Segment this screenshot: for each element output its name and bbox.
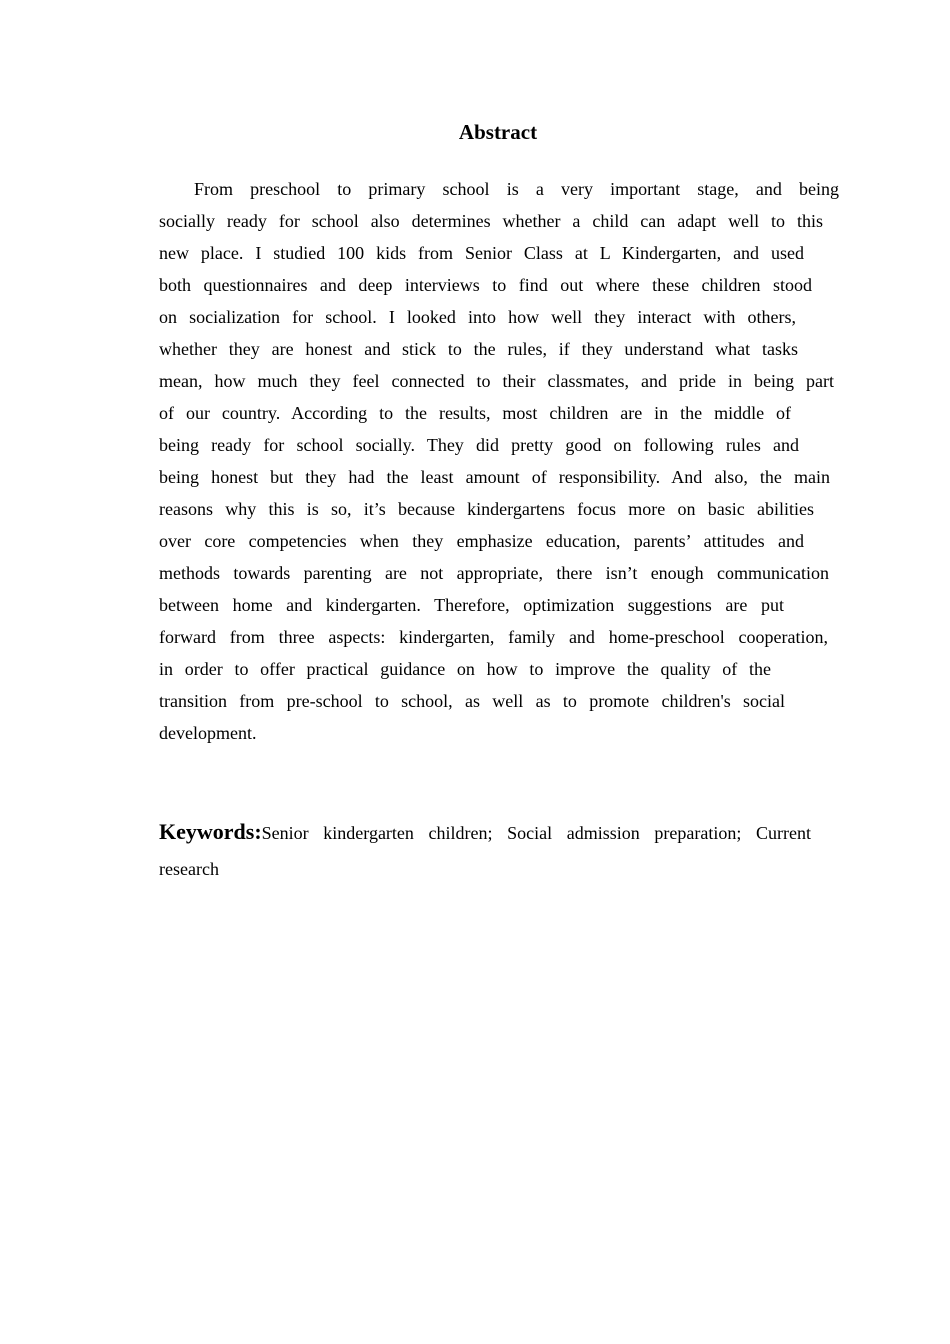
abstract-line: From preschool to primary school is a very important stage, and being xyxy=(194,179,839,199)
abstract-line: in order to offer practical guidance on how to improve the quality of the xyxy=(159,659,771,679)
keywords-section xyxy=(159,813,819,887)
abstract-line: transition from pre-school to school, as well as to promote children's social xyxy=(159,691,785,711)
keywords-text: Senior kindergarten children; Social admission preparation; Current xyxy=(261,823,811,843)
abstract-line: being ready for school socially. They did pretty good on following rules and xyxy=(159,435,799,455)
abstract-line: being honest but they had the least amount of responsibility. And also, the main xyxy=(159,467,830,487)
abstract-line: methods towards parenting are not appropriate, there isn’t enough communication xyxy=(159,563,829,583)
abstract-line: reasons why this is so, it’s because kindergartens focus more on basic abilities xyxy=(159,499,814,519)
keywords-label: Keywords: xyxy=(159,819,262,844)
abstract-title: Abstract xyxy=(458,120,538,144)
abstract-line: socially ready for school also determines whether a child can adapt well to this xyxy=(159,211,823,231)
abstract-line: both questionnaires and deep interviews to find out where these children stood xyxy=(159,275,812,295)
abstract-line: on socialization for school. I looked into how well they interact with others, xyxy=(159,307,796,327)
abstract-line: forward from three aspects: kindergarten, family and home-preschool cooperation, xyxy=(159,627,828,647)
abstract-line: of our country. According to the results, most children are in the middle of xyxy=(159,403,791,423)
abstract-line: over core competencies when they emphasize education, parents’ attitudes and xyxy=(159,531,804,551)
keywords-line-continued: research xyxy=(159,859,219,879)
abstract-line: development. xyxy=(159,723,257,743)
abstract-line: new place. I studied 100 kids from Senior Class at L Kindergarten, and used xyxy=(159,243,804,263)
abstract-line: whether they are honest and stick to the rules, if they understand what tasks xyxy=(159,339,798,359)
abstract-body xyxy=(159,173,839,749)
abstract-line: mean, how much they feel connected to their classmates, and pride in being part xyxy=(159,371,834,391)
keywords-line xyxy=(159,813,811,851)
abstract-line: between home and kindergarten. Therefore, optimization suggestions are put xyxy=(159,595,784,615)
